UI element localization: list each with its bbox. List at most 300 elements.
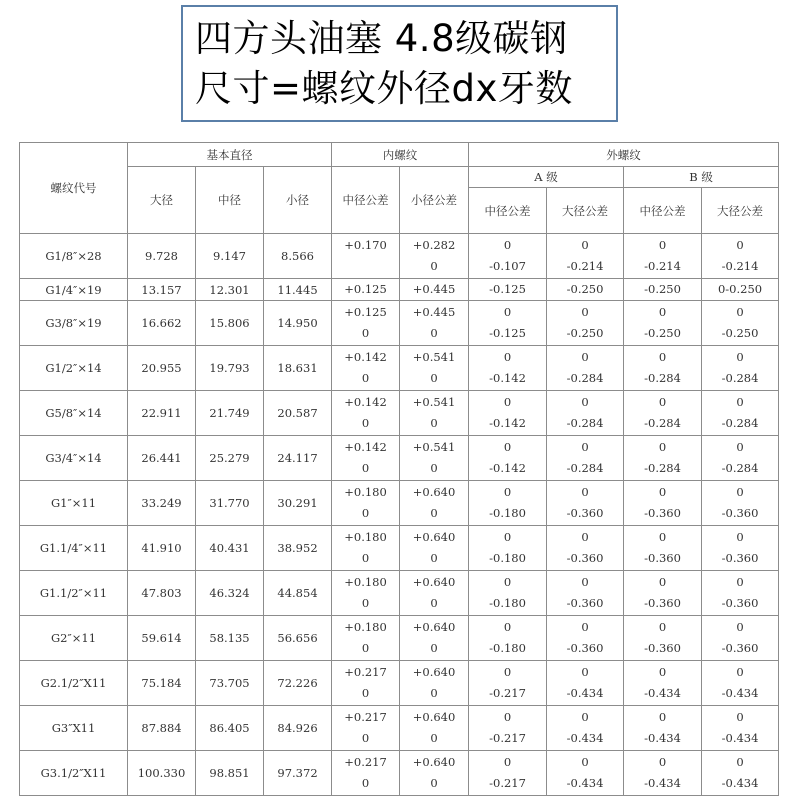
cell-a-pitch [469,436,547,481]
cell-minor: 24.117 [264,436,332,481]
header-minor-diameter: 小径 [264,167,332,234]
tolerance-value: +0.640 [412,575,456,589]
cell-b-pitch [624,436,702,481]
tolerance-value: 0 [503,665,512,679]
tolerance-value: 0 [658,575,667,589]
cell-b-major [702,751,779,796]
tolerance-value: +0.217 [344,755,387,769]
tolerance-value: 0 [736,710,744,724]
cell-major: 16.662 [128,301,196,346]
cell-a-pitch [469,481,547,526]
cell-minor: 20.587 [264,391,332,436]
tolerance-value: -0.360 [644,506,681,520]
tolerance-value: -0.284 [566,371,604,385]
tolerance-value: 0 [658,440,667,454]
cell-in-pitch [332,751,400,796]
cell-major: 100.330 [128,751,196,796]
cell-in-minor [400,234,469,279]
tolerance-value: +0.640 [412,485,456,499]
tolerance-value: 0 [430,506,438,520]
cell-b-major [702,616,779,661]
tolerance-value: 0 [736,238,744,252]
cell-a-major [547,616,624,661]
cell-b-pitch [624,526,702,571]
table-row [20,436,779,481]
tolerance-value: +0.125 [344,305,387,319]
tolerance-value: 0-0.250 [717,282,763,296]
cell-a-major [547,661,624,706]
cell-in-minor [400,616,469,661]
cell-b-major [702,279,779,301]
cell-a-pitch [469,571,547,616]
cell-a-pitch [469,751,547,796]
cell-b-major [702,706,779,751]
cell-in-minor [400,571,469,616]
cell-code: G1.1/2″×11 [20,571,128,616]
tolerance-value: -0.125 [489,282,526,296]
cell-in-minor [400,346,469,391]
tolerance-value: -0.217 [489,731,526,745]
cell-pitch: 21.749 [196,391,264,436]
tolerance-value: 0 [430,326,438,340]
tolerance-value: -0.250 [644,282,681,296]
cell-major: 41.910 [128,526,196,571]
tolerance-value: 0 [658,665,667,679]
tolerance-value: -0.142 [489,416,526,430]
tolerance-value: -0.142 [489,371,526,385]
cell-code: G2″×11 [20,616,128,661]
tolerance-value: +0.640 [412,710,456,724]
cell-minor: 18.631 [264,346,332,391]
tolerance-value: -0.360 [644,641,681,655]
cell-pitch: 19.793 [196,346,264,391]
tolerance-value: -0.284 [721,416,759,430]
tolerance-value: -0.434 [566,731,604,745]
cell-in-pitch [332,391,400,436]
cell-a-pitch [469,616,547,661]
cell-pitch: 9.147 [196,234,264,279]
cell-minor: 84.926 [264,706,332,751]
cell-b-pitch [624,234,702,279]
tolerance-value: 0 [430,259,438,273]
tolerance-value: 0 [503,350,512,364]
tolerance-value: 0 [736,575,744,589]
tolerance-value: 0 [581,665,589,679]
title-box [181,5,618,122]
tolerance-value: 0 [503,620,512,634]
title-line-2: 尺寸=螺纹外径dx牙数 [195,66,573,110]
table-row [20,526,779,571]
table-row [20,571,779,616]
tolerance-value: +0.180 [344,530,387,544]
cell-a-major [547,481,624,526]
tolerance-value: +0.541 [412,440,456,454]
tolerance-value: 0 [361,686,370,700]
cell-b-pitch [624,751,702,796]
tolerance-value: -0.250 [566,326,604,340]
table-row [20,616,779,661]
header-external-thread: 外螺纹 [469,143,779,167]
tolerance-value: +0.142 [344,440,387,454]
tolerance-value: 0 [430,371,438,385]
cell-b-major [702,571,779,616]
tolerance-value: 0 [430,416,438,430]
cell-major: 22.911 [128,391,196,436]
tolerance-value: 0 [658,710,667,724]
tolerance-value: 0 [361,371,370,385]
tolerance-value: +0.445 [412,305,456,319]
cell-b-pitch [624,391,702,436]
header-internal-minor-tol: 小径公差 [400,167,469,234]
tolerance-value: 0 [581,350,589,364]
cell-b-major [702,346,779,391]
cell-code: G2.1/2″X11 [20,661,128,706]
header-major-diameter: 大径 [128,167,196,234]
cell-in-minor [400,751,469,796]
tolerance-value: 0 [430,596,438,610]
tolerance-value: 0 [503,710,512,724]
tolerance-value: +0.180 [344,575,387,589]
thread-spec-table [19,142,779,796]
tolerance-value: 0 [430,551,438,565]
cell-b-major [702,481,779,526]
header-grade-b: B 级 [624,167,779,188]
tolerance-value: 0 [503,530,512,544]
tolerance-value: 0 [361,731,370,745]
cell-in-pitch [332,481,400,526]
cell-in-pitch [332,661,400,706]
cell-a-major [547,391,624,436]
header-thread-code: 螺纹代号 [20,143,128,234]
tolerance-value: -0.180 [489,506,526,520]
tolerance-value: 0 [430,686,438,700]
header-b-major-tol: 大径公差 [702,188,779,234]
tolerance-value: -0.434 [566,686,604,700]
cell-in-minor [400,301,469,346]
tolerance-value: -0.250 [566,282,604,296]
tolerance-value: -0.180 [489,551,526,565]
tolerance-value: +0.640 [412,665,456,679]
cell-in-pitch [332,279,400,301]
cell-a-major [547,301,624,346]
tolerance-value: 0 [430,776,438,790]
table-row [20,279,779,301]
cell-pitch: 73.705 [196,661,264,706]
cell-minor: 56.656 [264,616,332,661]
tolerance-value: +0.217 [344,665,387,679]
tolerance-value: -0.180 [489,596,526,610]
header-grade-a: A 级 [469,167,624,188]
tolerance-value: -0.284 [644,461,681,475]
tolerance-value: +0.282 [412,238,456,252]
table-row [20,751,779,796]
cell-code: G3.1/2″X11 [20,751,128,796]
tolerance-value: 0 [581,238,589,252]
cell-major: 59.614 [128,616,196,661]
cell-major: 26.441 [128,436,196,481]
cell-in-pitch [332,706,400,751]
cell-major: 13.157 [128,279,196,301]
tolerance-value: -0.284 [721,371,759,385]
tolerance-value: +0.180 [344,485,387,499]
tolerance-value: 0 [658,395,667,409]
tolerance-value: 0 [361,461,370,475]
table-row [20,346,779,391]
tolerance-value: 0 [503,755,512,769]
tolerance-value: 0 [581,530,589,544]
cell-a-major [547,234,624,279]
cell-a-pitch [469,526,547,571]
tolerance-value: 0 [361,596,370,610]
cell-code: G1″×11 [20,481,128,526]
tolerance-value: -0.180 [489,641,526,655]
table-row [20,481,779,526]
header-a-pitch-tol: 中径公差 [469,188,547,234]
cell-pitch: 40.431 [196,526,264,571]
tolerance-value: -0.360 [566,506,604,520]
cell-in-minor [400,279,469,301]
cell-pitch: 86.405 [196,706,264,751]
tolerance-value: 0 [658,620,667,634]
tolerance-value: -0.434 [644,686,681,700]
tolerance-value: 0 [581,620,589,634]
tolerance-value: 0 [658,755,667,769]
cell-major: 75.184 [128,661,196,706]
tolerance-value: -0.434 [721,686,759,700]
tolerance-value: -0.142 [489,461,526,475]
tolerance-value: 0 [581,755,589,769]
tolerance-value: 0 [736,530,744,544]
cell-b-pitch [624,301,702,346]
tolerance-value: 0 [361,416,370,430]
cell-in-pitch [332,526,400,571]
cell-pitch: 98.851 [196,751,264,796]
tolerance-value: 0 [581,485,589,499]
cell-a-major [547,436,624,481]
cell-in-minor [400,481,469,526]
tolerance-value: +0.217 [344,710,387,724]
cell-code: G3/4″×14 [20,436,128,481]
tolerance-value: -0.434 [644,776,681,790]
tolerance-value: -0.360 [721,596,759,610]
header-b-pitch-tol: 中径公差 [624,188,702,234]
tolerance-value: -0.284 [566,416,604,430]
cell-a-pitch [469,706,547,751]
cell-b-major [702,391,779,436]
cell-b-major [702,661,779,706]
cell-in-minor [400,436,469,481]
tolerance-value: 0 [736,755,744,769]
cell-a-major [547,571,624,616]
cell-pitch: 25.279 [196,436,264,481]
header-pitch-diameter: 中径 [196,167,264,234]
tolerance-value: 0 [503,395,512,409]
tolerance-value: 0 [658,238,667,252]
tolerance-value: 0 [581,440,589,454]
tolerance-value: 0 [736,485,744,499]
cell-in-pitch [332,571,400,616]
tolerance-value: -0.434 [721,731,759,745]
tolerance-value: 0 [503,238,512,252]
cell-minor: 30.291 [264,481,332,526]
tolerance-value: -0.360 [566,596,604,610]
tolerance-value: +0.180 [344,620,387,634]
tolerance-value: +0.445 [412,282,456,296]
cell-in-minor [400,391,469,436]
cell-code: G1/8″×28 [20,234,128,279]
cell-b-pitch [624,661,702,706]
tolerance-value: -0.284 [644,371,681,385]
tolerance-value: -0.214 [644,259,681,273]
cell-a-pitch [469,346,547,391]
cell-b-major [702,234,779,279]
cell-pitch: 58.135 [196,616,264,661]
cell-code: G1/4″×19 [20,279,128,301]
tolerance-value: -0.250 [721,326,759,340]
cell-a-major [547,279,624,301]
cell-b-pitch [624,279,702,301]
header-basic-diameter: 基本直径 [128,143,332,167]
tolerance-value: -0.217 [489,776,526,790]
tolerance-value: 0 [503,440,512,454]
cell-major: 9.728 [128,234,196,279]
header-internal-thread: 内螺纹 [332,143,469,167]
tolerance-value: -0.360 [644,596,681,610]
tolerance-value: -0.434 [566,776,604,790]
tolerance-value: 0 [581,305,589,319]
cell-a-pitch [469,279,547,301]
tolerance-value: -0.125 [489,326,526,340]
cell-in-minor [400,661,469,706]
cell-pitch: 12.301 [196,279,264,301]
tolerance-value: 0 [658,485,667,499]
tolerance-value: 0 [503,575,512,589]
tolerance-value: 0 [361,506,370,520]
tolerance-value: +0.640 [412,530,456,544]
tolerance-value: -0.217 [489,686,526,700]
table-row [20,301,779,346]
tolerance-value [332,260,399,273]
cell-minor: 97.372 [264,751,332,796]
tolerance-value: 0 [736,395,744,409]
cell-a-pitch [469,391,547,436]
tolerance-value: -0.434 [721,776,759,790]
cell-major: 20.955 [128,346,196,391]
cell-code: G3″X11 [20,706,128,751]
cell-b-pitch [624,616,702,661]
cell-pitch: 31.770 [196,481,264,526]
cell-b-major [702,526,779,571]
cell-pitch: 15.806 [196,301,264,346]
tolerance-value: -0.360 [721,551,759,565]
cell-a-pitch [469,234,547,279]
cell-b-major [702,301,779,346]
cell-minor: 38.952 [264,526,332,571]
tolerance-value: 0 [430,461,438,475]
tolerance-value: -0.360 [566,641,604,655]
cell-a-pitch [469,301,547,346]
tolerance-value: +0.170 [344,238,387,252]
tolerance-value: 0 [581,395,589,409]
cell-in-pitch [332,301,400,346]
tolerance-value: -0.360 [644,551,681,565]
tolerance-value: 0 [736,620,744,634]
cell-b-pitch [624,571,702,616]
tolerance-value: -0.284 [721,461,759,475]
table-row [20,706,779,751]
cell-major: 47.803 [128,571,196,616]
tolerance-value: -0.360 [721,506,759,520]
cell-b-major [702,436,779,481]
tolerance-value: 0 [503,305,512,319]
cell-b-pitch [624,706,702,751]
tolerance-value: -0.107 [489,259,526,273]
tolerance-value: +0.541 [412,350,456,364]
tolerance-value: +0.142 [344,395,387,409]
cell-code: G3/8″×19 [20,301,128,346]
cell-in-pitch [332,346,400,391]
tolerance-value: 0 [361,326,370,340]
cell-a-pitch [469,661,547,706]
cell-in-pitch [332,436,400,481]
tolerance-value: 0 [361,551,370,565]
cell-a-major [547,706,624,751]
tolerance-value: -0.434 [644,731,681,745]
tolerance-value: 0 [658,530,667,544]
cell-code: G1/2″×14 [20,346,128,391]
tolerance-value: -0.284 [644,416,681,430]
cell-code: G5/8″×14 [20,391,128,436]
tolerance-value: 0 [581,575,589,589]
cell-code: G1.1/4″×11 [20,526,128,571]
cell-a-major [547,526,624,571]
tolerance-value: 0 [736,305,744,319]
tolerance-value: 0 [503,485,512,499]
table-row [20,391,779,436]
cell-minor: 72.226 [264,661,332,706]
cell-in-minor [400,526,469,571]
cell-b-pitch [624,481,702,526]
cell-minor: 11.445 [264,279,332,301]
tolerance-value: 0 [658,305,667,319]
tolerance-value: +0.541 [412,395,456,409]
tolerance-value: +0.640 [412,755,456,769]
tolerance-value: 0 [430,731,438,745]
title-line-1: 四方头油塞 4.8级碳钢 [195,16,568,60]
tolerance-value: +0.142 [344,350,387,364]
tolerance-value: +0.640 [412,620,456,634]
cell-in-pitch [332,616,400,661]
table-row [20,234,779,279]
cell-minor: 14.950 [264,301,332,346]
tolerance-value: 0 [361,776,370,790]
tolerance-value: 0 [736,665,744,679]
tolerance-value: -0.250 [644,326,681,340]
header-internal-pitch-tol: 中径公差 [332,167,400,234]
tolerance-value: -0.360 [721,641,759,655]
cell-minor: 8.566 [264,234,332,279]
tolerance-value: -0.284 [566,461,604,475]
tolerance-value: 0 [736,350,744,364]
tolerance-value: 0 [430,641,438,655]
tolerance-value: 0 [361,641,370,655]
tolerance-value: -0.214 [721,259,759,273]
cell-in-pitch [332,234,400,279]
table-body [20,234,779,796]
tolerance-value: +0.125 [344,282,387,296]
tolerance-value: 0 [736,440,744,454]
cell-major: 33.249 [128,481,196,526]
